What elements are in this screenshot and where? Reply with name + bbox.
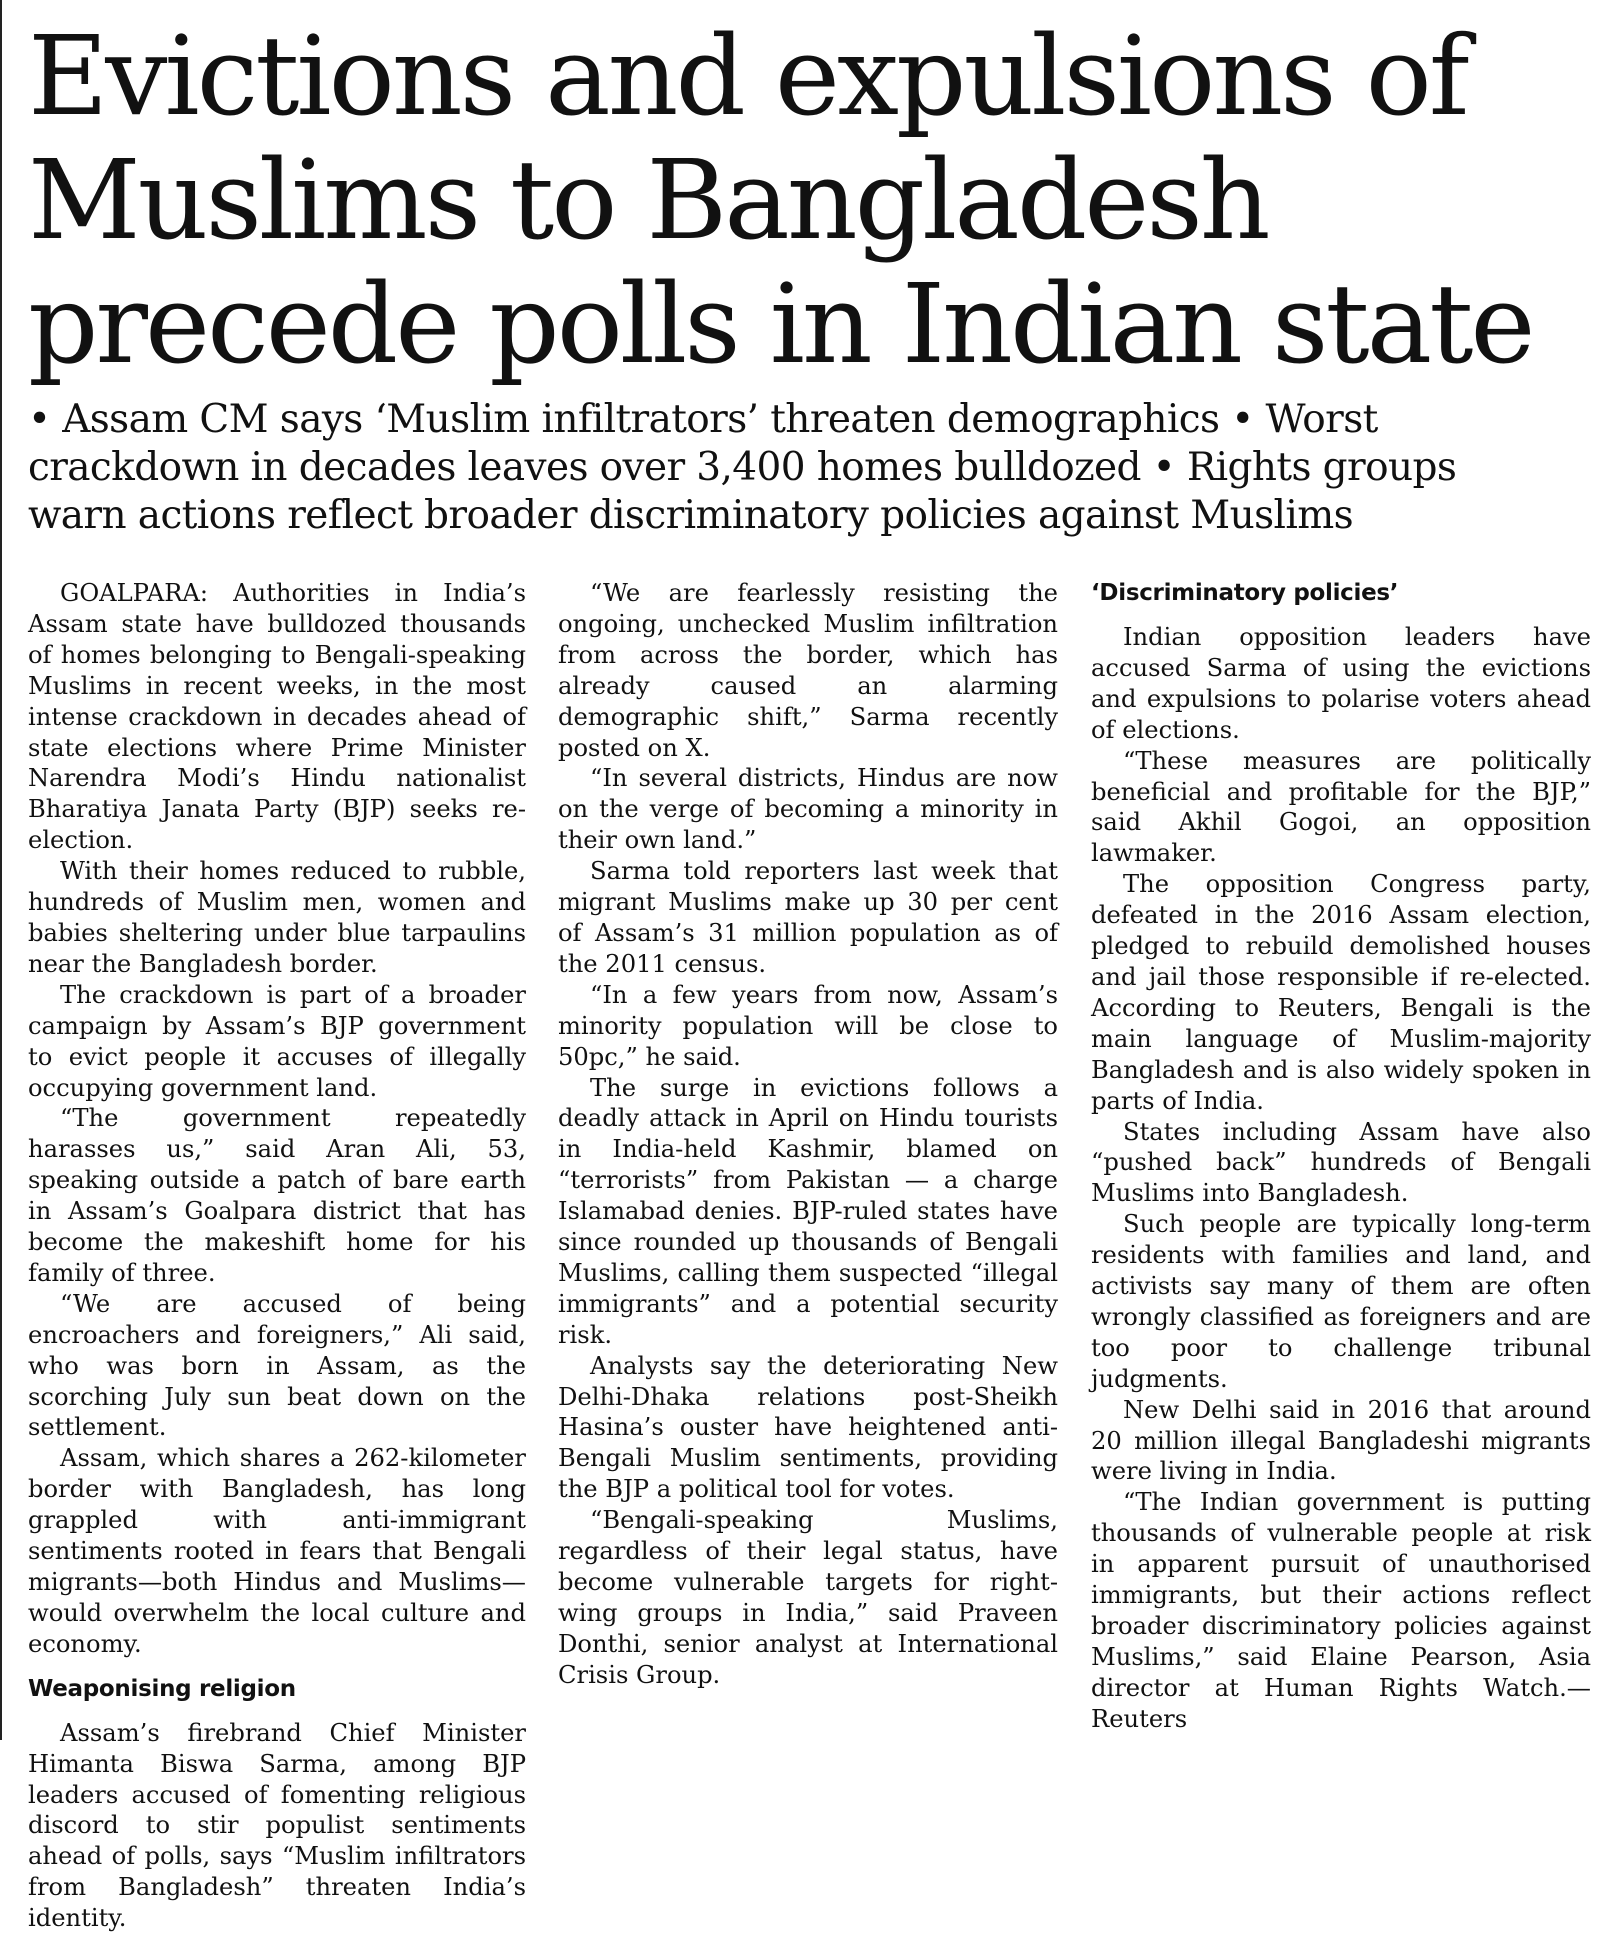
paragraph-4: “The government repeatedly harasses us,” said Aran Ali, 53, speaking outside a patch of bare earth in Assam’s Goalpara district that has become the makeshift home for his family of three.	[28, 1104, 526, 1287]
subhead-weaponising-religion: Weaponising religion	[28, 1675, 296, 1702]
article-column-1	[28, 578, 526, 1933]
paragraph-13: Analysts say the deteriorating New Delhi-Dhaka relations post-Sheikh Hasina’s ouster have heightened anti-Bengali Muslim sentiments, providing the BJP a political tool for votes.	[558, 1351, 1058, 1504]
paragraph-3: The crackdown is part of a broader campaign by Assam’s BJP government to evict people it accuses of illegally occupying government land.	[28, 980, 526, 1102]
paragraph-5: “We are accused of being encroachers and foreigners,” Ali said, who was born in Assam, as the scorching July sun beat down on the settlement.	[28, 1289, 526, 1442]
paragraph-12: The surge in evictions follows a deadly attack in April on Hindu tourists in India-held Kashmir, blamed on “terrorists” from Pakistan — a charge Islamabad denies. BJP-ruled states have since rounded up thousands of Bengali Muslims, calling them suspected “illegal immigrants” and a potential security risk.	[558, 1073, 1058, 1349]
paragraph-6: Assam, which shares a 262-kilometer border with Bangladesh, has long grappled with anti-immigrant sentiments rooted in fears that Bengali migrants—both Hindus and Muslims—would overwhelm the local culture and economy.	[28, 1444, 526, 1658]
paragraph-18: States including Assam have also “pushed back” hundreds of Bengali Muslims into Bangladesh.	[1091, 1117, 1591, 1208]
left-column-rule	[0, 0, 2, 1740]
deck-line-2: crackdown in decades leaves over 3,400 homes bulldozed • Rights groups	[28, 445, 1457, 490]
paragraph-1-text: Authorities in India’s Assam state have bulldozed thousands of homes belonging to Bengali-speaking Muslims in recent weeks, in the most intense crackdown in decades ahead of state elections where Prime Minister Narendra Modi’s Hindu nationalist Bharatiya Janata Party (BJP) seeks re-election.	[28, 579, 526, 855]
paragraph-21: “The Indian government is putting thousands of vulnerable people at risk in apparent pursuit of unauthorised immigrants, but their actions reflect broader discriminatory policies against Muslims,” said Elaine Pearson, Asia director at Human Rights Watch.—Reuters	[1091, 1488, 1591, 1733]
subhead-discriminatory-policies: ‘Discriminatory policies’	[1091, 580, 1399, 606]
paragraph-8: “We are fearlessly resisting the ongoing, unchecked Muslim infiltration from across the border, which has already caused an alarming demographic shift,” Sarma recently posted on X.	[558, 579, 1058, 762]
headline-line-2: Muslims to Bangladesh	[28, 136, 1268, 264]
paragraph-15: Indian opposition leaders have accused Sarma of using the evictions and expulsions to polarise voters ahead of elections.	[1091, 623, 1591, 744]
paragraph-2: With their homes reduced to rubble, hundreds of Muslim men, women and babies sheltering under blue tarpaulins near the Bangladesh border.	[28, 857, 526, 978]
headline	[28, 14, 1598, 386]
dateline: GOALPARA:	[60, 579, 209, 607]
deck-line-1: • Assam CM says ‘Muslim infiltrators’ threaten demographics • Worst	[28, 397, 1378, 442]
paragraph-11: “In a few years from now, Assam’s minority population will be close to 50pc,” he said.	[558, 980, 1058, 1071]
paragraph-16: “These measures are politically beneficial and profitable for the BJP,” said Akhil Gogoi, an opposition lawmaker.	[1091, 746, 1591, 868]
article-column-2	[558, 578, 1058, 1868]
paragraph-1	[28, 578, 526, 856]
paragraph-7: Assam’s firebrand Chief Minister Himanta Biswa Sarma, among BJP leaders accused of fomenting religious discord to stir populist sentiments ahead of polls, says “Muslim infiltrators from Bangladesh” threaten India’s identity.	[28, 1718, 526, 1933]
paragraph-9: “In several districts, Hindus are now on the verge of becoming a minority in their own land.”	[558, 764, 1058, 855]
article-column-3	[1091, 578, 1591, 1868]
headline-line-3: precede polls in Indian state	[28, 260, 1533, 388]
paragraph-14: “Bengali-speaking Muslims, regardless of their legal status, have become vulnerable targets for right-wing groups in India,” said Praveen Donthi, senior analyst at International Crisis Group.	[558, 1506, 1058, 1689]
paragraph-17: The opposition Congress party, defeated in the 2016 Assam election, pledged to rebuild demolished houses and jail those responsible if re-elected. According to Reuters, Bengali is the main language of Muslim-majority Bangladesh and is also widely spoken in parts of India.	[1091, 870, 1591, 1115]
deck-summary	[28, 396, 1588, 540]
deck-line-3: warn actions reflect broader discriminatory policies against Muslims	[28, 493, 1354, 538]
paragraph-19: Such people are typically long-term residents with families and land, and activists say many of them are often wrongly classified as foreigners and are too poor to challenge tribunal judgments.	[1091, 1210, 1591, 1393]
paragraph-20: New Delhi said in 2016 that around 20 million illegal Bangladeshi migrants were living in India.	[1091, 1395, 1591, 1486]
paragraph-10: Sarma told reporters last week that migrant Muslims make up 30 per cent of Assam’s 31 million population as of the 2011 census.	[558, 857, 1058, 978]
headline-line-1: Evictions and expulsions of	[28, 12, 1467, 140]
